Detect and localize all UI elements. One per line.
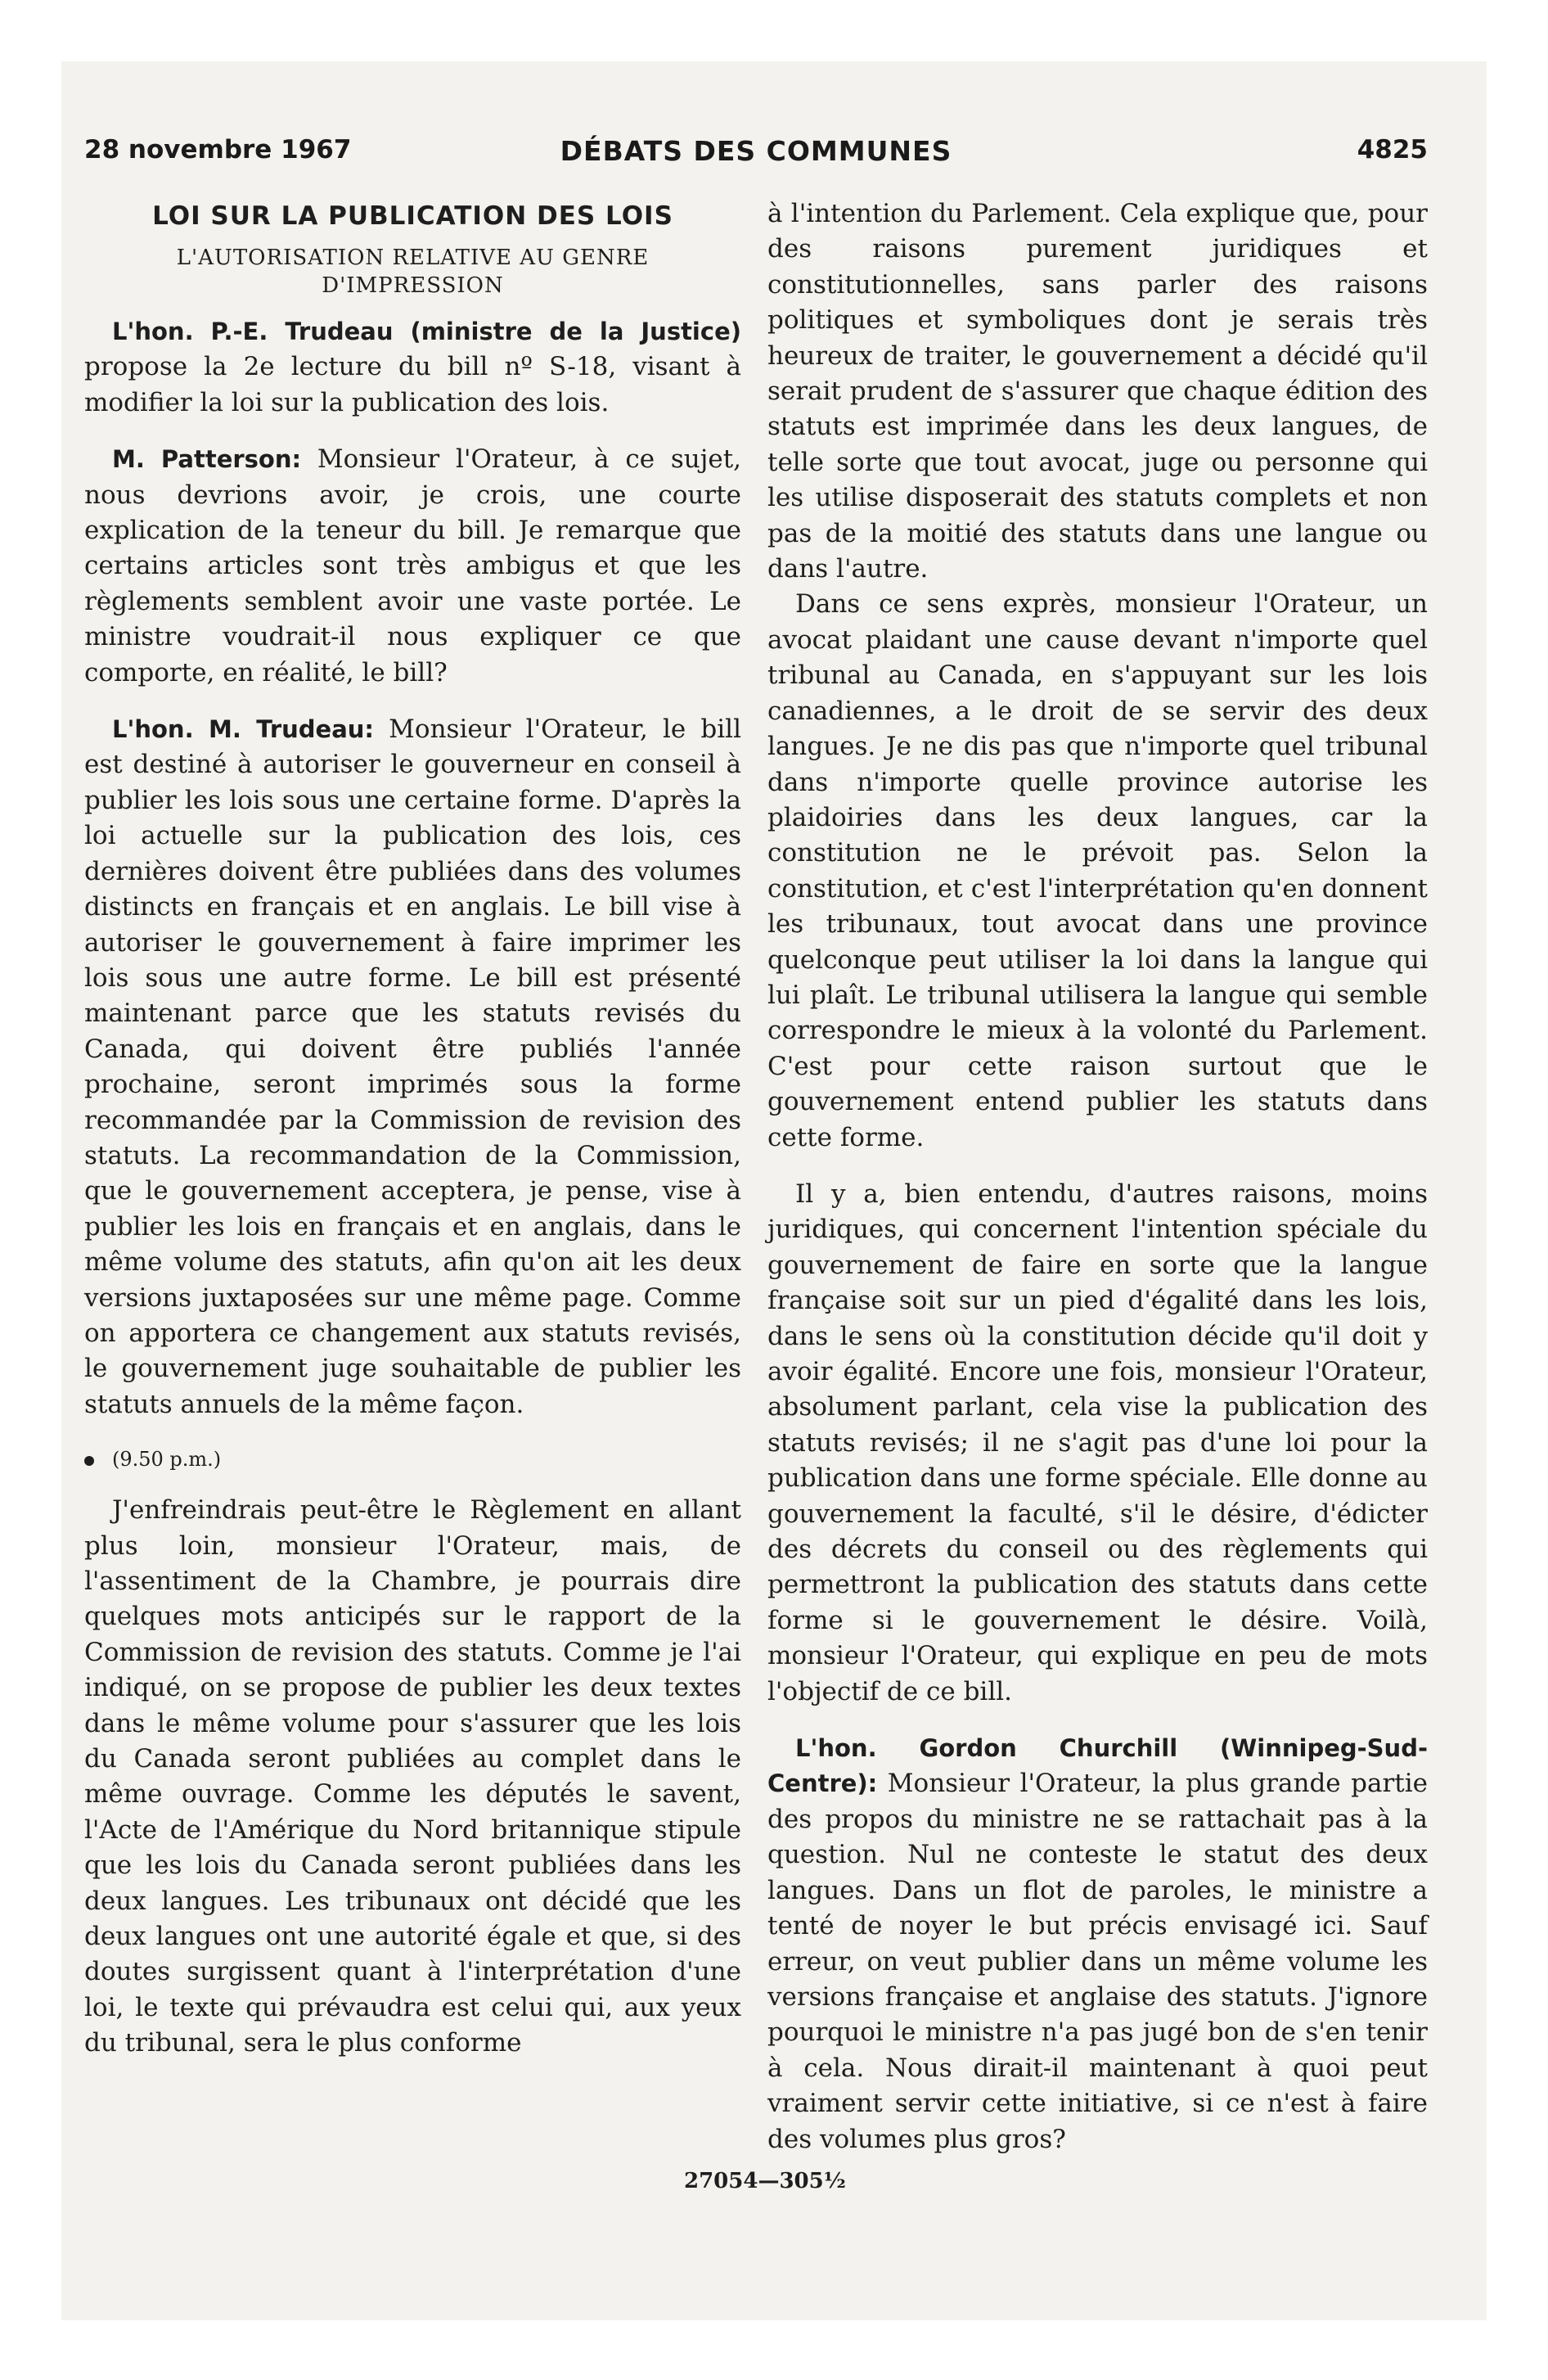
- section-title: LOI SUR LA PUBLICATION DES LOIS: [152, 201, 673, 231]
- paragraph-text: Monsieur l'Orateur, la plus grande partie des propos du ministre ne se rattachait pas à la question. Nul ne conteste le statut des deux langues. Dans un flot de paroles, le ministre a tenté de noyer le but précis envisagé ici. Sauf erreur, on veut publier dans un même volume les versions française et anglaise des statuts. J'ignore pourquoi le ministre n'a pas jugé bon de s'en tenir à cela. Nous dirait-il maintenant à quoi peut vraiment servir cette initiative, si ce n'est à faire des volumes plus gros?: [767, 1769, 1428, 2154]
- paragraph: [767, 196, 1428, 587]
- paragraph: [767, 1731, 1428, 2157]
- section-subtitle: L'AUTORISATION RELATIVE AU GENRE D'IMPRESSION: [176, 246, 650, 298]
- paragraph: [84, 712, 741, 1422]
- speaker-name: L'hon. P.-E. Trudeau (ministre de la Justice): [112, 318, 741, 345]
- paragraph-text: propose la 2e lecture du bill nº S-18, visant à modifier la loi sur la publication des lois.: [84, 352, 741, 417]
- timestamp-text: (9.50 p.m.): [112, 1448, 222, 1472]
- speaker-name: L'hon. Gordon Churchill (Winnipeg-Sud-Centre):: [767, 1734, 1428, 1798]
- header-date: 28 novembre 1967: [84, 135, 352, 165]
- paragraph: [84, 442, 741, 691]
- paragraph-text: Dans ce sens exprès, monsieur l'Orateur, un avocat plaidant une cause devant n'importe quel tribunal au Canada, en s'appuyant sur les lois canadiennes, a le droit de se servir des deux langues. Je ne dis pas que n'importe quel tribunal dans n'importe quelle province autorise les plaidoiries dans les deux langues, car la constitution ne le prévoit pas. Selon la constitution, et c'est l'interprétation qu'en donnent les tribunaux, tout avocat dans une province quelconque peut utiliser la loi dans la langue qui lui plaît. Le tribunal utilisera la langue qui semble correspondre le mieux à la volonté du Parlement. C'est pour cette raison surtout que le gouvernement entend publier les statuts dans cette forme.: [767, 589, 1428, 1152]
- speaker-name: M. Patterson:: [112, 445, 302, 474]
- paragraph-text: Monsieur l'Orateur, le bill est destiné à autoriser le gouverneur en conseil à publier les lois sous une certaine forme. D'après la loi actuelle sur la publication des lois, ces dernières doivent être publiées dans des volumes distincts en français et en anglais. Le bill vise à autoriser le gouvernement à faire imprimer les lois sous une autre forme. Le bill est présenté maintenant parce que les statuts revisés du Canada, qui doivent être publiés l'année prochaine, seront imprimés sous la forme recommandée par la Commission de revision des statuts. La recommandation de la Commission, que le gouvernement acceptera, je pense, vise à publier les lois en français et en anglais, dans le même volume des statuts, afin qu'on ait les deux versions juxtaposées sur une même page. Comme on apportera ce changement aux statuts revisés, le gouvernement juge souhaitable de publier les statuts annuels de la même façon.: [84, 714, 741, 1419]
- bullet-icon: [84, 1456, 94, 1466]
- paragraph-text: Il y a, bien entendu, d'autres raisons, moins juridiques, qui concernent l'intention spéciale du gouvernement de faire en sorte que la langue française soit sur un pied d'égalité dans les lois, dans le sens où la constitution décide qu'il doit y avoir égalité. Encore une fois, monsieur l'Orateur, absolument parlant, cela vise la publication des statuts revisés; il ne s'agit pas d'une loi pour la publication dans une forme spéciale. Elle donne au gouvernement la faculté, s'il le désire, d'édicter des décrets du conseil ou des règlements qui permettront la publication des statuts dans cette forme si le gouvernement le désire. Voilà, monsieur l'Orateur, qui explique en peu de mots l'objectif de ce bill.: [767, 1179, 1428, 1706]
- paragraph: [767, 587, 1428, 1156]
- header-page-number: 4825: [1357, 135, 1428, 165]
- right-column: [767, 196, 1428, 2157]
- footer-code: 27054—305½: [684, 2169, 846, 2193]
- paragraph-text: à l'intention du Parlement. Cela explique que, pour des raisons purement juridiques et constitutionnelles, sans parler des raisons politiques et symboliques dont je serais très heureux de traiter, le gouvernement a décidé qu'il serait prudent de s'assurer que chaque édition des statuts est imprimée dans les deux langues, de telle sorte que tout avocat, juge ou personne qui les utilise disposerait des statuts complets et non pas de la moitié des statuts dans une langue ou dans l'autre.: [767, 199, 1428, 584]
- paragraph: [84, 314, 741, 421]
- paragraph: [84, 1493, 741, 2062]
- paragraph-text: J'enfreindrais peut-être le Règlement en allant plus loin, monsieur l'Orateur, mais, de l'assentiment de la Chambre, je pourrais dire quelques mots anticipés sur le rapport de la Commission de revision des statuts. Comme je l'ai indiqué, on se propose de publier les deux textes dans le même volume pour s'assurer que les lois du Canada seront publiées au complet dans le même ouvrage. Comme les députés le savent, l'Acte de l'Amérique du Nord britannique stipule que les lois du Canada seront publiées dans les deux langues. Les tribunaux ont décidé que les deux langues ont une autorité égale et que, si des doutes surgissent quant à l'interprétation d'une loi, le texte qui prévaudra est celui qui, aux yeux du tribunal, sera le plus conforme: [84, 1495, 741, 2058]
- left-column: [84, 196, 741, 2062]
- page-header: [84, 135, 1428, 176]
- speaker-name: L'hon. M. Trudeau:: [112, 715, 375, 744]
- paragraph-text: Monsieur l'Orateur, à ce sujet, nous devrions avoir, je crois, une courte explication de la teneur du bill. Je remarque que certains articles sont très ambigus et que les règlements semblent avoir une vaste portée. Le ministre voudrait-il nous expliquer ce que comporte, en réalité, le bill?: [84, 444, 742, 687]
- timestamp: [84, 1447, 741, 1472]
- header-journal-title: DÉBATS DES COMMUNES: [560, 135, 952, 167]
- paragraph: [767, 1177, 1428, 1710]
